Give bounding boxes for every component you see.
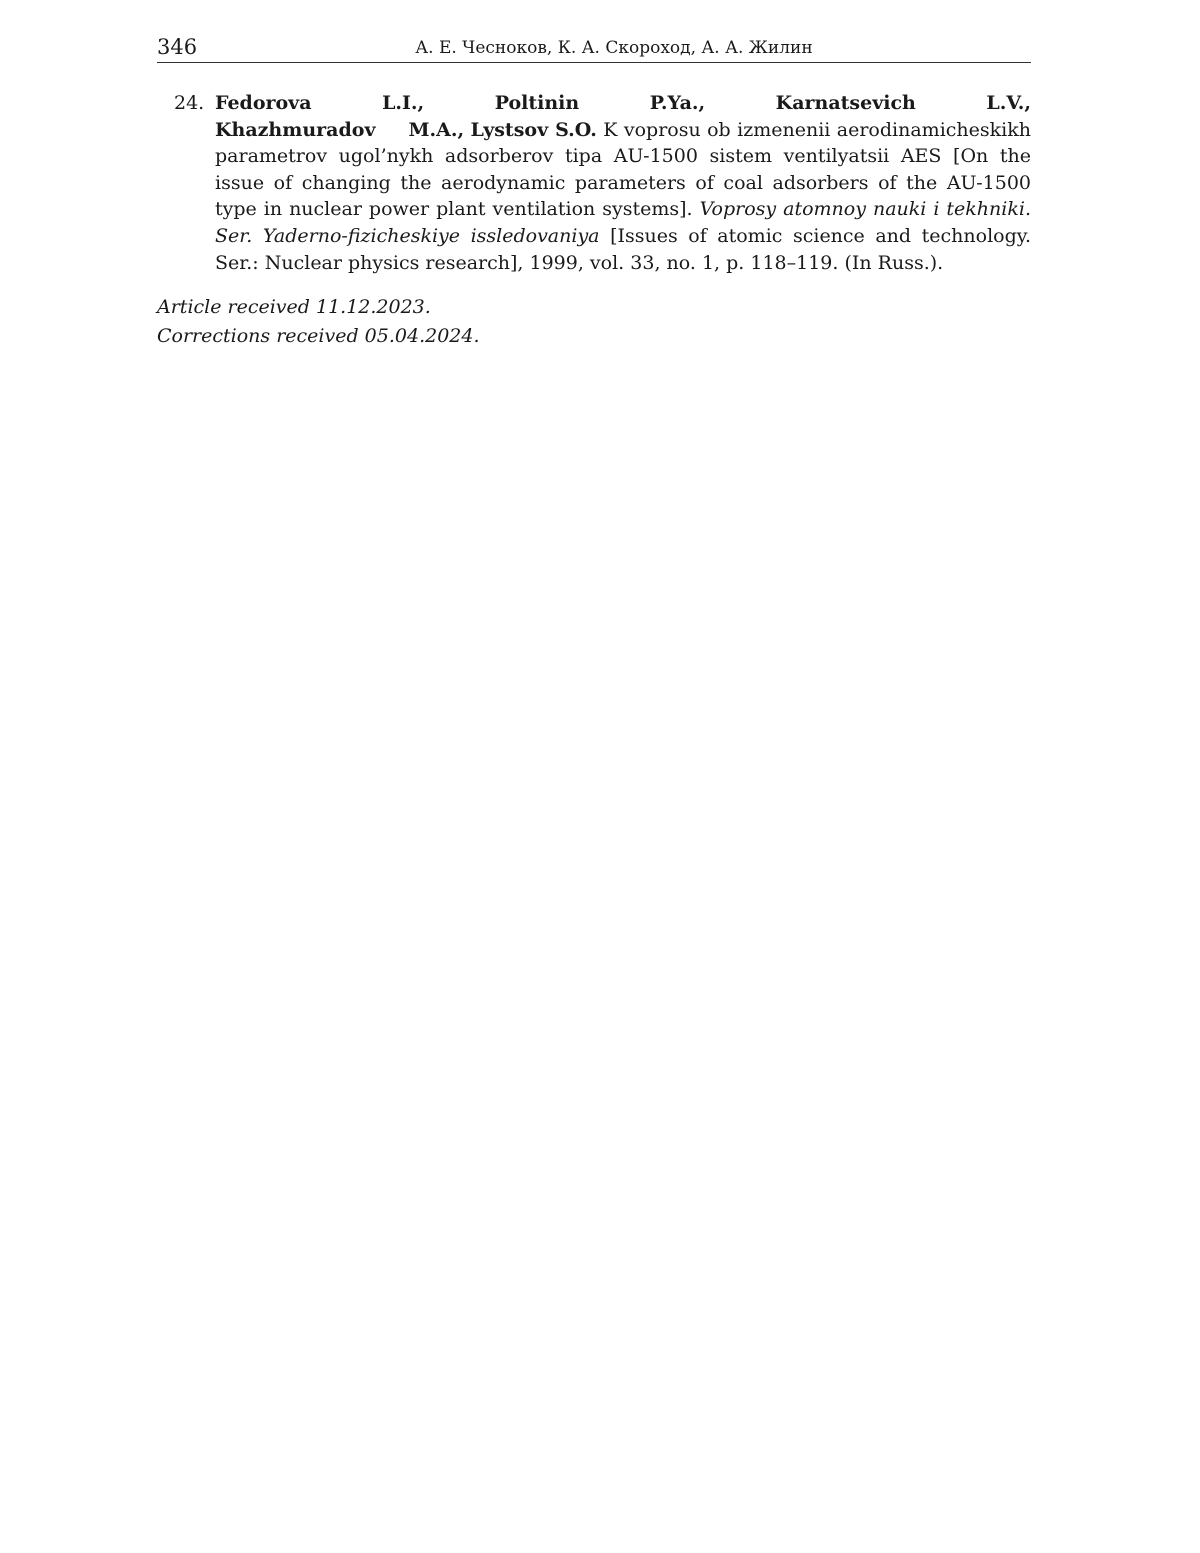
reference-title: K voprosu ob izmenenii aerodinamicheskikh parametrov ugol’nykh adsorberov tipa AU-1500 sistem ventilyatsii AES [On the issue of changing the aerodynamic parameters of coal adsorbers of the AU-1500 type in nuclear power plant ventilation systems].	[215, 118, 1031, 221]
received-dates	[157, 293, 480, 351]
reference-list	[157, 90, 1031, 276]
reference-number: 24.	[174, 92, 205, 114]
article-received: Article received 11.12.2023.	[157, 296, 431, 318]
running-header	[157, 34, 1031, 63]
page-number: 346	[157, 35, 198, 59]
reference-journal: Voprosy atomnoy nauki i tekhniki. Ser. Yaderno-fizicheskiye issledovaniya	[215, 198, 1031, 247]
reference-journal-details: [Issues of atomic science and technology. Ser.: Nuclear physics research], 1999, vol. 33, no. 1, p. 118–119. (In Russ.).	[215, 224, 1031, 274]
reference-item	[157, 90, 1031, 276]
reference-authors-last: Lystsov S.O.	[470, 118, 597, 141]
reference-authors: Fedorova L.I., Poltinin P.Ya., Karnatsevich L.V., Khazhmuradov M.A.,	[215, 92, 1031, 141]
running-head-authors: А. Е. Чесноков, К. А. Скороход, А. А. Жилин	[415, 38, 813, 58]
corrections-received: Corrections received 05.04.2024.	[157, 325, 480, 347]
